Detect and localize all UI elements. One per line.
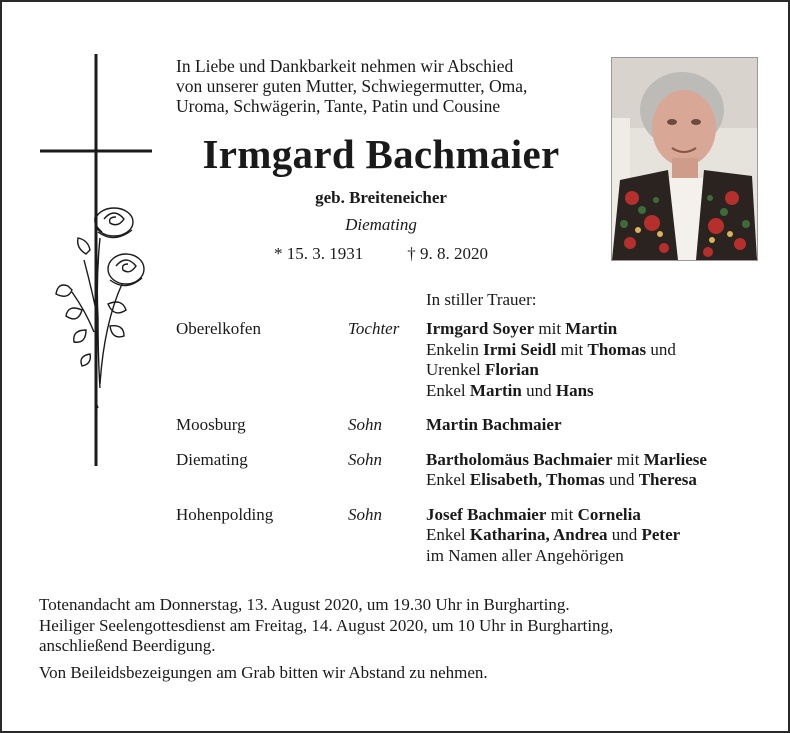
intro-line: In Liebe und Dankbarkeit nehmen wir Abschied [176, 56, 514, 76]
death-date: † 9. 8. 2020 [407, 244, 488, 263]
mourner-text: und [521, 380, 556, 400]
mourner-line [426, 340, 776, 361]
mourner-text: mit [546, 504, 578, 524]
intro-text [176, 56, 606, 116]
home-place: Diemating [345, 215, 417, 234]
mourner-line [426, 525, 776, 546]
mourner-relation: Tochter [348, 319, 400, 338]
footer-line: Totenandacht am Donnerstag, 13. August 2020, um 19.30 Uhr in Burgharting. [39, 595, 570, 614]
mourner-line [426, 360, 776, 381]
mourner-text: Hans [555, 380, 594, 400]
mourner-location: Diemating [176, 449, 248, 469]
mourner-location: Hohenpolding [176, 504, 274, 524]
mourner-text: Thomas [587, 339, 647, 359]
mourner-text: und [607, 525, 642, 544]
mourner-line [426, 381, 776, 402]
mourner-names [426, 505, 776, 567]
mourner-text: Cornelia [577, 504, 641, 524]
mourner-relation: Sohn [348, 415, 382, 434]
mourner-row [176, 319, 776, 401]
mourner-text: Elisabeth, Thomas [469, 470, 605, 489]
mourner-location: Moosburg [176, 415, 246, 434]
birth-date: * 15. 3. 1931 [274, 244, 364, 263]
mourner-text: Bartholomäus Bachmaier [426, 449, 613, 469]
mourner-line [426, 546, 776, 567]
mourner-text: Martin [565, 319, 618, 338]
mourner-text: Martin [469, 380, 522, 400]
mourner-relation: Sohn [348, 449, 382, 469]
mourner-text: Theresa [638, 470, 697, 489]
mourner-text: Katharina, Andrea [469, 525, 608, 544]
mourner-text: Irmi Seidl [483, 339, 557, 359]
mourner-names [426, 415, 776, 436]
portrait-photo [611, 57, 758, 261]
footer-line: Heiliger Seelengottesdienst am Freitag, 14. August 2020, um 10 Uhr in Burgharting, [39, 615, 614, 635]
mourner-text: Peter [641, 525, 681, 544]
mourner-text: mit [612, 449, 644, 469]
intro-line: von unserer guten Mutter, Schwiegermutter, Oma, [176, 76, 528, 96]
portrait-image-icon [612, 58, 757, 260]
footer-note: Von Beileidsbezeigungen am Grab bitten wir Abstand zu nehmen. [39, 662, 488, 682]
mourner-text: Josef Bachmaier [426, 504, 547, 524]
mourner-text: mit [556, 339, 588, 359]
mourner-text: Irmgard Soyer [426, 319, 535, 338]
mourning-heading: In stiller Trauer: [426, 290, 537, 309]
mourner-line [426, 505, 776, 526]
mourner-row [176, 450, 776, 491]
mourner-text: und [646, 339, 676, 359]
mourner-text: mit [534, 319, 566, 338]
mourner-text: Enkel [426, 380, 470, 400]
mourner-text: Enkel [426, 525, 470, 544]
mourner-text: im Namen aller Angehörigen [426, 545, 624, 565]
mourner-row [176, 415, 776, 436]
mourner-text: Urenkel [426, 360, 486, 379]
intro-line: Uroma, Schwägerin, Tante, Patin und Cousine [176, 96, 501, 116]
mourner-text: Marliese [643, 449, 707, 469]
mourner-line [426, 470, 776, 491]
mourner-row [176, 505, 776, 567]
footer-line: anschließend Beerdigung. [39, 636, 216, 655]
mourner-line [426, 319, 776, 340]
mourner-location: Oberelkofen [176, 319, 261, 338]
mourner-names [426, 319, 776, 401]
cross-with-roses-icon [38, 54, 158, 474]
mourner-text: Enkel [426, 470, 470, 489]
mourner-line [426, 450, 776, 471]
footer-text [39, 595, 759, 683]
birth-name: geb. Breiteneicher [315, 188, 447, 207]
mourners-list [176, 319, 776, 580]
deceased-name: Irmgard Bachmaier [202, 131, 560, 177]
mourner-line [426, 415, 776, 436]
life-dates [176, 244, 586, 264]
mourner-names [426, 450, 776, 491]
mourner-text: und [604, 470, 639, 489]
mourner-relation: Sohn [348, 504, 382, 524]
mourner-text: Florian [485, 360, 539, 379]
mourner-text: Martin Bachmaier [426, 415, 562, 434]
mourner-text: Enkelin [426, 339, 484, 359]
